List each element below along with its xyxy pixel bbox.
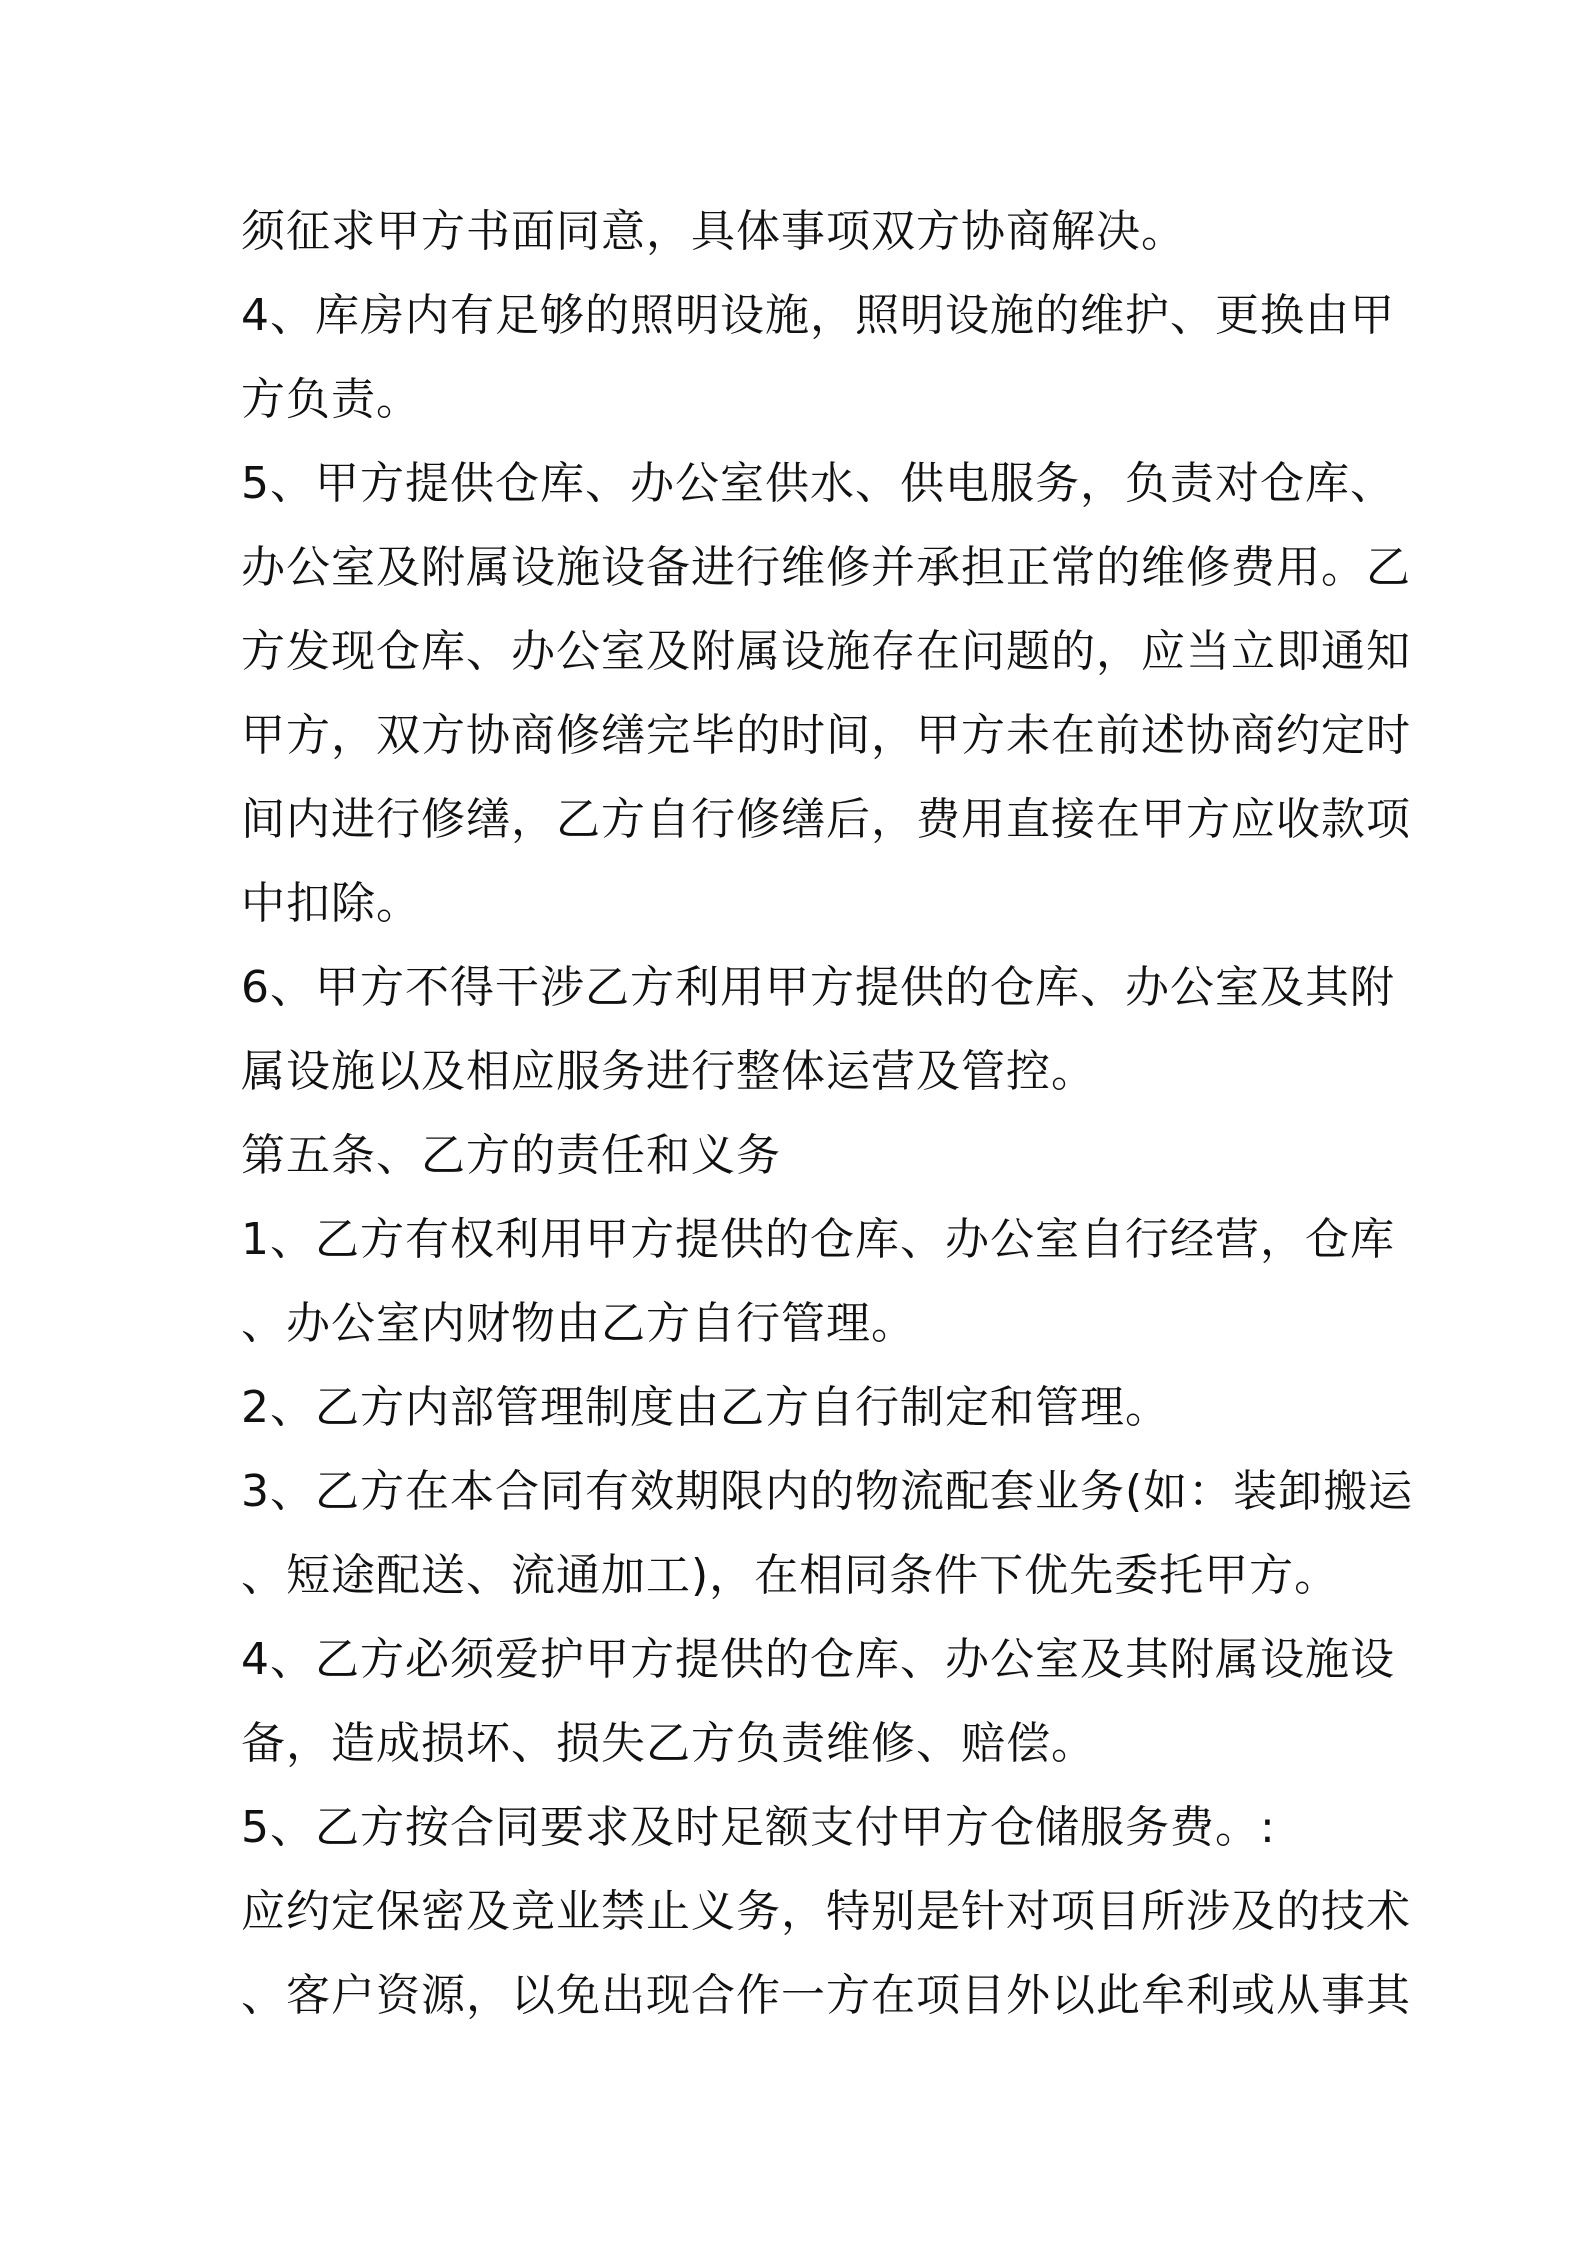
text-line: 1、乙方有权利用甲方提供的仓库、办公室自行经营，仓库 bbox=[241, 1214, 1395, 1265]
text-line: 应约定保密及竞业禁止义务，特别是针对项目所涉及的技术 bbox=[241, 1886, 1411, 1937]
text-line: 6、甲方不得干涉乙方利用甲方提供的仓库、办公室及其附 bbox=[241, 962, 1395, 1013]
text-line: 办公室及附属设施设备进行维修并承担正常的维修费用。乙 bbox=[241, 542, 1411, 593]
section-heading: 第五条、乙方的责任和义务 bbox=[241, 1130, 781, 1181]
text-line: 备，造成损坏、损失乙方负责维修、赔偿。 bbox=[241, 1718, 1096, 1769]
text-line: 间内进行修缮，乙方自行修缮后，费用直接在甲方应收款项 bbox=[241, 794, 1411, 845]
text-line: 、短途配送、流通加工)，在相同条件下优先委托甲方。 bbox=[241, 1550, 1340, 1601]
text-line: 5、甲方提供仓库、办公室供水、供电服务，负责对仓库、 bbox=[241, 458, 1395, 509]
text-line: 方发现仓库、办公室及附属设施存在问题的，应当立即通知 bbox=[241, 626, 1411, 677]
text-line: 属设施以及相应服务进行整体运营及管控。 bbox=[241, 1046, 1096, 1097]
text-line: 、客户资源，以免出现合作一方在项目外以此牟利或从事其 bbox=[241, 1970, 1411, 2021]
text-line: 4、乙方必须爱护甲方提供的仓库、办公室及其附属设施设 bbox=[241, 1634, 1395, 1685]
text-line: 4、库房内有足够的照明设施，照明设施的维护、更换由甲 bbox=[241, 290, 1395, 341]
contract-text-block bbox=[241, 190, 1414, 2038]
text-line: 3、乙方在本合同有效期限内的物流配套业务(如：装卸搬运 bbox=[241, 1466, 1414, 1517]
text-line: 中扣除。 bbox=[241, 878, 421, 929]
text-line: 、办公室内财物由乙方自行管理。 bbox=[241, 1298, 916, 1349]
text-line: 5、乙方按合同要求及时足额支付甲方仓储服务费。: bbox=[241, 1802, 1276, 1853]
text-line: 甲方，双方协商修缮完毕的时间，甲方未在前述协商约定时 bbox=[241, 710, 1411, 761]
text-line: 方负责。 bbox=[241, 374, 421, 425]
text-line: 须征求甲方书面同意，具体事项双方协商解决。 bbox=[241, 206, 1186, 257]
text-line: 2、乙方内部管理制度由乙方自行制定和管理。 bbox=[241, 1382, 1170, 1433]
